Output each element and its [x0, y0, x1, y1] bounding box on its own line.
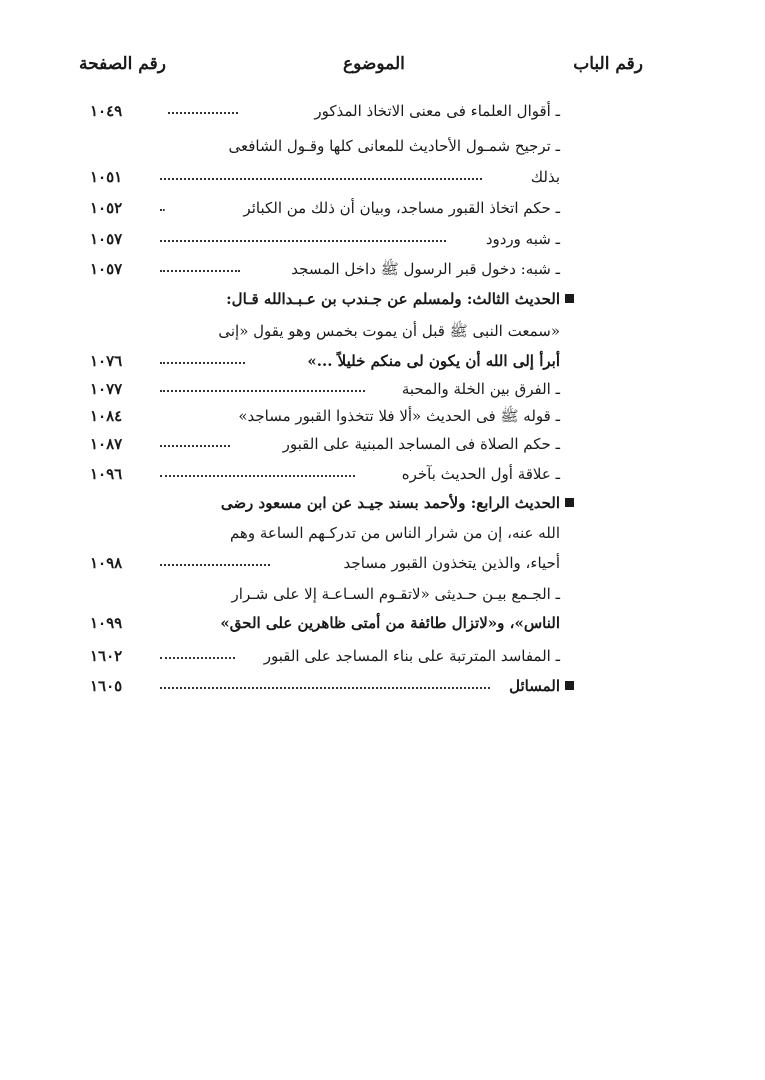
toc-entry-page: ١٦٠٥ — [90, 677, 123, 695]
toc-entry-text: ـ الجـمع بيـن حـديثى «لاتقـوم السـاعـة إلا على شـرار — [231, 585, 560, 603]
square-bullet-icon — [565, 498, 574, 507]
toc-entry-text: أبرأ إلى الله أن يكون لى منكم خليلاً ...» — [307, 352, 560, 370]
toc-entry-heading — [90, 673, 560, 699]
toc-entry-text: الناس»، و«لاتزال طائفة من أمتى ظاهرين على الحق» — [220, 614, 560, 632]
toc-entry — [90, 195, 560, 221]
toc-entry — [90, 461, 560, 487]
toc-entry-page: ١٦٠٢ — [90, 647, 123, 665]
leader-dots — [160, 267, 240, 272]
toc-entry-text: ـ حكم اتخاذ القبور مساجد، وبيان أن ذلك من الكبائر — [243, 199, 560, 217]
toc-entry — [90, 520, 560, 546]
toc-entry — [90, 318, 560, 344]
toc-entry — [90, 256, 560, 282]
toc-entry-text: ـ أقوال العلماء فى معنى الاتخاذ المذكور — [314, 102, 560, 120]
toc-entry-page: ١٠٨٤ — [90, 407, 123, 425]
header-chapter-number: رقم الباب — [573, 54, 643, 74]
leader-dots — [168, 109, 238, 114]
toc-entry-text: بذلك — [530, 168, 560, 186]
leader-dots — [160, 442, 230, 447]
toc-entry-page: ١٠٥١ — [90, 168, 123, 186]
header-page-number: رقم الصفحة — [79, 54, 166, 74]
toc-entry — [90, 133, 560, 159]
toc-entry-text: ـ شبه: دخول قبر الرسول ﷺ داخل المسجد — [291, 260, 560, 278]
leader-dots — [160, 684, 490, 689]
toc-entry — [90, 610, 560, 636]
toc-entry — [90, 431, 560, 457]
toc-entry-page: ١٠٩٨ — [90, 554, 123, 572]
toc-entry-page: ١٠٩٦ — [90, 465, 123, 483]
toc-entry-text: ـ الفرق بين الخلة والمحبة — [401, 380, 560, 398]
toc-entry — [90, 581, 560, 607]
toc-entry-text: الحديث الرابع: ولأحمد بسند جيـد عن ابن مسعود رضى — [220, 494, 560, 512]
toc-entry-text: ـ قوله ﷺ فى الحديث «ألا فلا تتخذوا القبور مساجد» — [238, 407, 560, 425]
toc-entry — [90, 348, 560, 374]
leader-dots — [160, 654, 235, 659]
leader-dots — [160, 561, 270, 566]
toc-entry-page: ١٠٥٧ — [90, 260, 123, 278]
leader-dots — [160, 387, 365, 392]
square-bullet-icon — [565, 294, 574, 303]
toc-entry — [90, 403, 560, 429]
toc-entry-text: ـ ترجيح شمـول الأحاديث للمعانى كلها وقـول الشافعى — [228, 137, 560, 155]
toc-entry — [90, 164, 560, 190]
leader-dots — [160, 175, 482, 180]
toc-entry-text: الحديث الثالث: ولمسلم عن جـندب بن عـبـدالله قـال: — [226, 290, 560, 308]
toc-entry — [90, 226, 560, 252]
toc-entry-text: ـ المفاسد المترتبة على بناء المساجد على القبور — [263, 647, 560, 665]
toc-entry — [90, 643, 560, 669]
leader-dots — [160, 206, 165, 211]
square-bullet-icon — [565, 681, 574, 690]
header-subject: الموضوع — [343, 54, 405, 74]
leader-dots — [160, 472, 355, 477]
toc-entry-page: ١٠٨٧ — [90, 435, 123, 453]
toc-entry — [90, 550, 560, 576]
toc-entry-heading — [90, 490, 560, 516]
toc-entry-text: «سمعت النبى ﷺ قبل أن يموت بخمس وهو يقول «إنى — [218, 322, 560, 340]
leader-dots — [160, 359, 245, 364]
toc-entry-heading — [90, 286, 560, 312]
toc-entry-text: ـ علاقة أول الحديث بآخره — [401, 465, 560, 483]
toc-entry-page: ١٠٩٩ — [90, 614, 123, 632]
toc-entry — [90, 98, 560, 124]
toc-entry-page: ١٠٥٧ — [90, 230, 123, 248]
toc-entry — [90, 376, 560, 402]
toc-entry-text: ـ حكم الصلاة فى المساجد المبنية على القبور — [282, 435, 560, 453]
toc-entry-page: ١٠٧٧ — [90, 380, 123, 398]
toc-entry-page: ١٠٧٦ — [90, 352, 123, 370]
toc-entry-text: المسائل — [509, 677, 560, 695]
toc-entry-page: ١٠٤٩ — [90, 102, 123, 120]
toc-entry-text: ـ شبه وردود — [485, 230, 560, 248]
toc-entry-page: ١٠٥٢ — [90, 199, 123, 217]
toc-entry-text: أحياء، والذين يتخذون القبور مساجد — [343, 554, 560, 572]
leader-dots — [160, 237, 446, 242]
toc-entry-text: الله عنه، إن من شرار الناس من تدركـهم الساعة وهم — [229, 524, 560, 542]
